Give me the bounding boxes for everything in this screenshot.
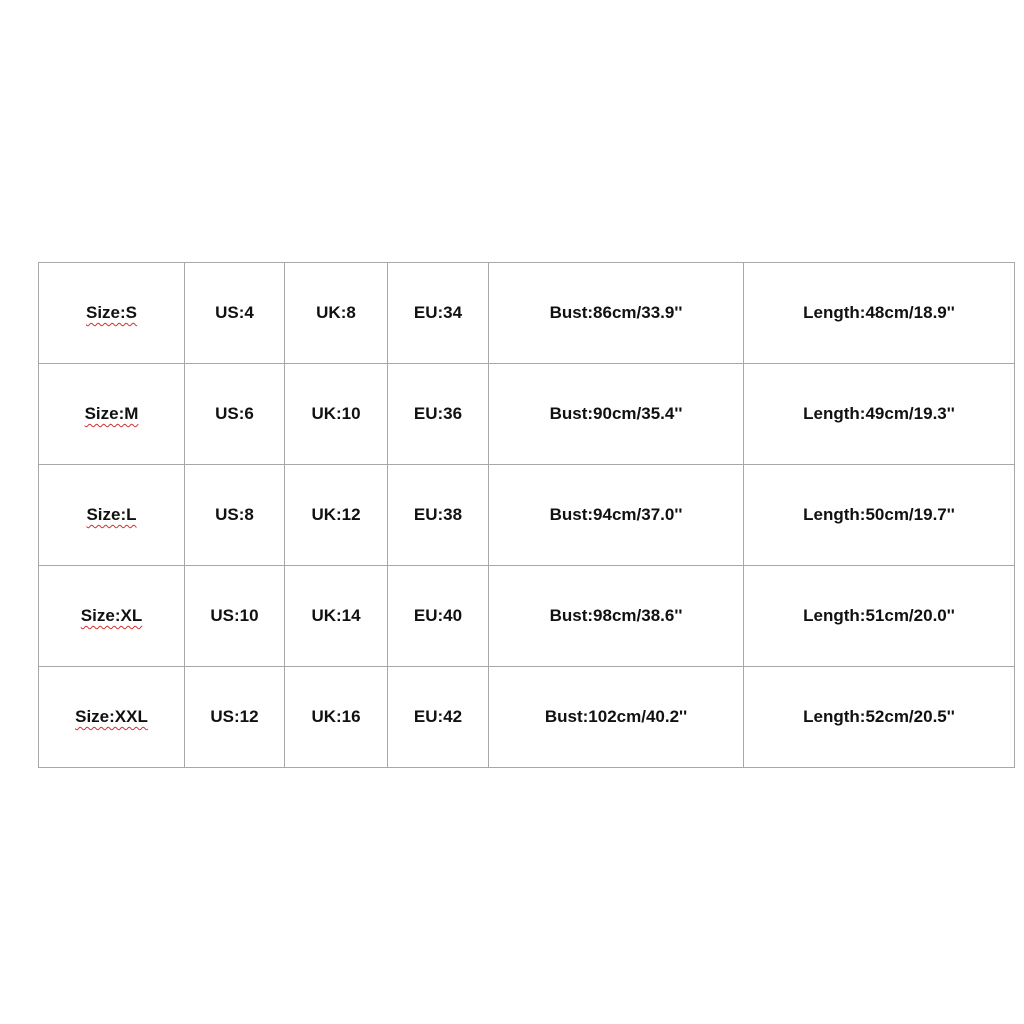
table-row <box>39 465 1015 566</box>
us-size-cell: US:8 <box>185 465 285 566</box>
length-cell: Length:48cm/18.9'' <box>744 263 1015 364</box>
size-cell <box>39 667 185 768</box>
size-label: Size:XL <box>80 606 143 625</box>
us-size-cell: US:4 <box>185 263 285 364</box>
size-label: Size:S <box>85 303 138 322</box>
size-cell <box>39 263 185 364</box>
bust-cell: Bust:98cm/38.6'' <box>489 566 744 667</box>
table-row <box>39 364 1015 465</box>
table-row <box>39 566 1015 667</box>
bust-cell: Bust:90cm/35.4'' <box>489 364 744 465</box>
length-cell: Length:52cm/20.5'' <box>744 667 1015 768</box>
size-label: Size:XXL <box>75 707 148 726</box>
uk-size-cell: UK:14 <box>285 566 388 667</box>
size-label: Size:L <box>86 505 137 524</box>
uk-size-cell: UK:8 <box>285 263 388 364</box>
size-cell <box>39 566 185 667</box>
eu-size-cell: EU:36 <box>388 364 489 465</box>
size-label: Size:M <box>84 404 139 423</box>
eu-size-cell: EU:42 <box>388 667 489 768</box>
us-size-cell: US:6 <box>185 364 285 465</box>
eu-size-cell: EU:40 <box>388 566 489 667</box>
uk-size-cell: UK:16 <box>285 667 388 768</box>
us-size-cell: US:10 <box>185 566 285 667</box>
bust-cell: Bust:102cm/40.2'' <box>489 667 744 768</box>
uk-size-cell: UK:10 <box>285 364 388 465</box>
table-row <box>39 667 1015 768</box>
size-cell <box>39 465 185 566</box>
uk-size-cell: UK:12 <box>285 465 388 566</box>
size-chart-table <box>38 262 1015 768</box>
eu-size-cell: EU:38 <box>388 465 489 566</box>
length-cell: Length:51cm/20.0'' <box>744 566 1015 667</box>
eu-size-cell: EU:34 <box>388 263 489 364</box>
table-row <box>39 263 1015 364</box>
bust-cell: Bust:94cm/37.0'' <box>489 465 744 566</box>
size-cell <box>39 364 185 465</box>
bust-cell: Bust:86cm/33.9'' <box>489 263 744 364</box>
length-cell: Length:50cm/19.7'' <box>744 465 1015 566</box>
length-cell: Length:49cm/19.3'' <box>744 364 1015 465</box>
us-size-cell: US:12 <box>185 667 285 768</box>
